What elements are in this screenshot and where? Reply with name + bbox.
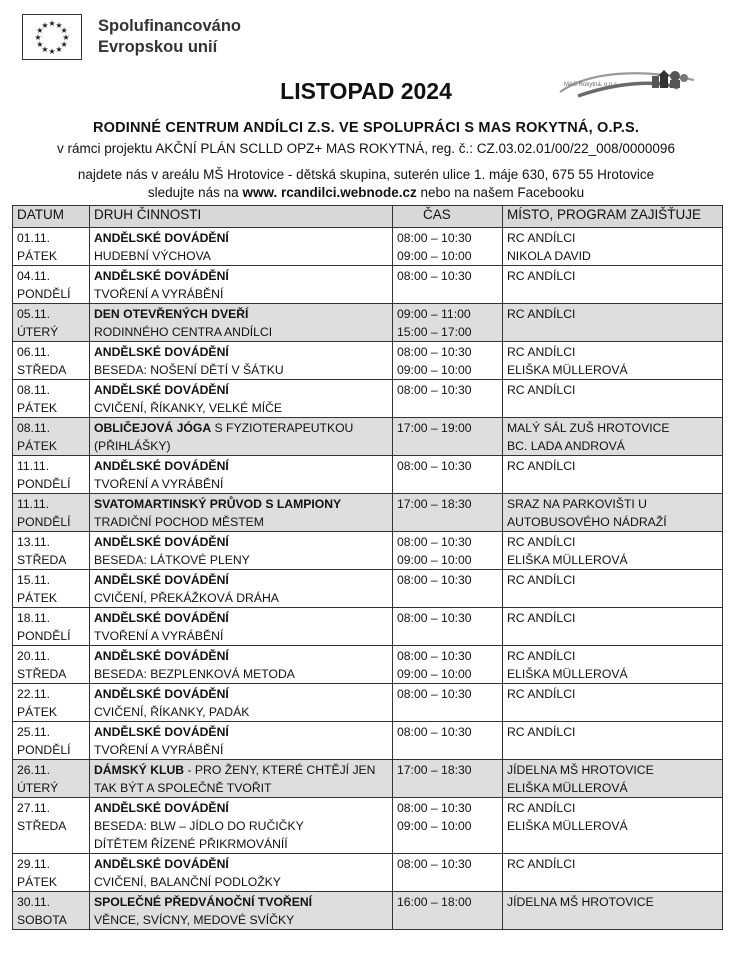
cell-time: 17:00 – 19:00	[393, 418, 503, 456]
activity-title: ANDĚLSKÉ DOVÁDĚNÍ	[94, 459, 229, 473]
cell-date: 20.11. STŘEDA	[13, 646, 90, 684]
cell-activity	[90, 266, 393, 304]
cell-time: 08:00 – 10:30 09:00 – 10:00	[393, 532, 503, 570]
cell-place: RC ANDÍLCI	[503, 570, 723, 608]
activity-title-line	[94, 855, 388, 873]
table-row	[13, 456, 723, 494]
activity-title-line	[94, 419, 388, 437]
activity-title: ANDĚLSKÉ DOVÁDĚNÍ	[94, 269, 229, 283]
cell-time: 08:00 – 10:30	[393, 722, 503, 760]
project-line: v rámci projektu AKČNÍ PLÁN SCLLD OPZ+ MAS ROKYTNÁ, reg. č.: CZ.03.02.01/00/22_008/0000096	[57, 141, 675, 156]
activity-title-line	[94, 381, 388, 399]
cell-time: 17:00 – 18:30	[393, 760, 503, 798]
cell-date: 11.11. PONDĚLÍ	[13, 494, 90, 532]
activity-description: TAK BÝT A SPOLEČNĚ TVOŘIT	[94, 781, 272, 795]
svg-text:★: ★	[41, 45, 49, 55]
cell-place: RC ANDÍLCI	[503, 722, 723, 760]
activity-title-line	[94, 267, 388, 285]
activity-description: BESEDA: BLW – JÍDLO DO RUČIČKY DÍTĚTEM ŘÍZENÉ PŘIKRMOVÁNÍÍ	[94, 819, 304, 851]
cell-place: RC ANDÍLCI ELIŠKA MÜLLEROVÁ	[503, 798, 723, 854]
cell-date: 05.11. ÚTERÝ	[13, 304, 90, 342]
activity-title: ANDĚLSKÉ DOVÁDĚNÍ	[94, 857, 229, 871]
svg-text:★: ★	[60, 26, 68, 35]
svg-text:★: ★	[36, 26, 44, 35]
activity-title-rest: - PRO ŽENY, KTERÉ CHTĚJÍ JEN	[184, 763, 376, 777]
cell-date: 08.11. PÁTEK	[13, 380, 90, 418]
activity-title-line	[94, 457, 388, 475]
activity-title: ANDĚLSKÉ DOVÁDĚNÍ	[94, 611, 229, 625]
activity-title-line	[94, 761, 388, 779]
table-row	[13, 494, 723, 532]
activity-title-line	[94, 533, 388, 551]
svg-text:★: ★	[41, 20, 49, 30]
activity-description: TVOŘENÍ A VYRÁBĚNÍ	[94, 743, 224, 757]
cell-activity	[90, 608, 393, 646]
eu-cofinancing-text	[98, 16, 241, 58]
activity-title-rest: S FYZIOTERAPEUTKOU	[211, 421, 354, 435]
activity-title: OBLIČEJOVÁ JÓGA	[94, 421, 212, 435]
cell-time: 17:00 – 18:30	[393, 494, 503, 532]
cell-time: 16:00 – 18:00	[393, 892, 503, 930]
activity-title: DEN OTEVŘENÝCH DVEŘÍ	[94, 307, 249, 321]
activity-description: VĚNCE, SVÍCNY, MEDOVÉ SVÍČKY	[94, 913, 295, 927]
cell-activity	[90, 854, 393, 892]
cell-activity	[90, 342, 393, 380]
activity-description: CVIČENÍ, ŘÍKANKY, PADÁK	[94, 705, 250, 719]
activity-title: ANDĚLSKÉ DOVÁDĚNÍ	[94, 687, 229, 701]
activity-title: ANDĚLSKÉ DOVÁDĚNÍ	[94, 535, 229, 549]
cell-time: 08:00 – 10:30 09:00 – 10:00	[393, 228, 503, 266]
activity-title: ANDĚLSKÉ DOVÁDĚNÍ	[94, 383, 229, 397]
activity-title: ANDĚLSKÉ DOVÁDĚNÍ	[94, 725, 229, 739]
table-row	[13, 608, 723, 646]
cell-place: MALÝ SÁL ZUŠ HROTOVICE BC. LADA ANDROVÁ	[503, 418, 723, 456]
cell-place: RC ANDÍLCI	[503, 684, 723, 722]
follow-suffix: nebo na našem Facebooku	[416, 185, 585, 200]
cell-time: 08:00 – 10:30 09:00 – 10:00	[393, 342, 503, 380]
cell-activity	[90, 798, 393, 854]
cell-place: JÍDELNA MŠ HROTOVICE ELIŠKA MÜLLEROVÁ	[503, 760, 723, 798]
eu-line-2: Evropskou unií	[98, 38, 218, 56]
schedule-table	[12, 205, 723, 930]
activity-title: SPOLEČNÉ PŘEDVÁNOČNÍ TVOŘENÍ	[94, 895, 313, 909]
activity-title: ANDĚLSKÉ DOVÁDĚNÍ	[94, 649, 229, 663]
activity-title-line	[94, 229, 388, 247]
cell-activity	[90, 532, 393, 570]
mas-logo-label: MAS Rokytná, o.p.s.	[564, 82, 619, 88]
activity-title-line	[94, 609, 388, 627]
svg-text:★: ★	[34, 33, 42, 42]
activity-description: TVOŘENÍ A VYRÁBĚNÍ	[94, 629, 224, 643]
cell-date: 08.11. PÁTEK	[13, 418, 90, 456]
table-row	[13, 304, 723, 342]
activity-description: (PŘIHLÁŠKY)	[94, 439, 171, 453]
cell-time: 08:00 – 10:30	[393, 684, 503, 722]
cell-date: 30.11. SOBOTA	[13, 892, 90, 930]
cell-time: 09:00 – 11:00 15:00 – 17:00	[393, 304, 503, 342]
cell-date: 06.11. STŘEDA	[13, 342, 90, 380]
cell-activity	[90, 494, 393, 532]
cell-time: 08:00 – 10:30 09:00 – 10:00	[393, 646, 503, 684]
svg-text:★: ★	[48, 19, 56, 28]
activity-description: CVIČENÍ, PŘEKÁŽKOVÁ DRÁHA	[94, 591, 279, 605]
cell-activity	[90, 380, 393, 418]
cell-place: RC ANDÍLCI ELIŠKA MÜLLEROVÁ	[503, 532, 723, 570]
activity-description: BESEDA: NOŠENÍ DĚTÍ V ŠÁTKU	[94, 363, 284, 377]
cell-date: 26.11. ÚTERÝ	[13, 760, 90, 798]
activity-title: ANDĚLSKÉ DOVÁDĚNÍ	[94, 573, 229, 587]
cell-date: 11.11. PONDĚLÍ	[13, 456, 90, 494]
table-row	[13, 570, 723, 608]
activity-description: RODINNÉHO CENTRA ANDÍLCI	[94, 325, 273, 339]
cell-activity	[90, 892, 393, 930]
follow-us-line	[0, 185, 732, 200]
cell-time: 08:00 – 10:30	[393, 854, 503, 892]
activity-title-line	[94, 305, 388, 323]
activity-title-line	[94, 571, 388, 589]
svg-text:★: ★	[55, 20, 63, 30]
activity-description: CVIČENÍ, ŘÍKANKY, VELKÉ MÍČE	[94, 401, 283, 415]
address-line: najdete nás v areálu MŠ Hrotovice - dětská skupina, suterén ulice 1. máje 630, 675 55 Hrotovice	[77, 167, 655, 182]
activity-description: TRADIČNÍ POCHOD MĚSTEM	[94, 515, 264, 529]
cell-activity	[90, 228, 393, 266]
activity-description: BESEDA: BEZPLENKOVÁ METODA	[94, 667, 295, 681]
table-row	[13, 266, 723, 304]
cell-date: 29.11. PÁTEK	[13, 854, 90, 892]
table-row	[13, 760, 723, 798]
table-row	[13, 646, 723, 684]
activity-title-line	[94, 723, 388, 741]
cell-place: JÍDELNA MŠ HROTOVICE	[503, 892, 723, 930]
activity-description: BESEDA: LÁTKOVÉ PLENY	[94, 553, 250, 567]
activity-title-line	[94, 647, 388, 665]
cell-time: 08:00 – 10:30	[393, 456, 503, 494]
cell-place: RC ANDÍLCI ELIŠKA MÜLLEROVÁ	[503, 342, 723, 380]
cell-date: 25.11. PONDĚLÍ	[13, 722, 90, 760]
activity-title-line	[94, 893, 388, 911]
follow-prefix: sledujte nás na	[147, 185, 243, 200]
table-row	[13, 532, 723, 570]
cell-activity	[90, 456, 393, 494]
table-row	[13, 418, 723, 456]
eu-cofinancing-block	[22, 14, 241, 60]
eu-line-1: Spolufinancováno	[98, 17, 242, 35]
cell-activity	[90, 684, 393, 722]
cell-place: RC ANDÍLCI ELIŠKA MÜLLEROVÁ	[503, 646, 723, 684]
activity-title: SVATOMARTINSKÝ PRŮVOD S LAMPIONY	[94, 497, 342, 511]
table-row	[13, 854, 723, 892]
table-row	[13, 892, 723, 930]
cell-activity	[90, 418, 393, 456]
activity-description: CVIČENÍ, BALANČNÍ PODLOŽKY	[94, 875, 281, 889]
activity-description: HUDEBNÍ VÝCHOVA	[94, 249, 211, 263]
cell-place: RC ANDÍLCI	[503, 608, 723, 646]
cell-place: RC ANDÍLCI	[503, 854, 723, 892]
activity-title: ANDĚLSKÉ DOVÁDĚNÍ	[94, 801, 229, 815]
cell-time: 08:00 – 10:30	[393, 266, 503, 304]
cell-time: 08:00 – 10:30	[393, 570, 503, 608]
table-row	[13, 684, 723, 722]
activity-title: ANDĚLSKÉ DOVÁDĚNÍ	[94, 345, 229, 359]
website-link[interactable]: www. rcandilci.webnode.cz	[242, 185, 417, 200]
cell-place: SRAZ NA PARKOVIŠTI U AUTOBUSOVÉHO NÁDRAŽÍ	[503, 494, 723, 532]
table-row	[13, 798, 723, 854]
header-activity: DRUH ČINNOSTI	[90, 206, 393, 228]
activity-description: TVOŘENÍ A VYRÁBĚNÍ	[94, 287, 224, 301]
cell-activity	[90, 760, 393, 798]
table-row	[13, 380, 723, 418]
cell-date: 22.11. PÁTEK	[13, 684, 90, 722]
activity-title-line	[94, 343, 388, 361]
cell-date: 04.11. PONDĚLÍ	[13, 266, 90, 304]
header-place: MÍSTO, PROGRAM ZAJIŠŤUJE	[503, 206, 723, 228]
cell-date: 27.11. STŘEDA	[13, 798, 90, 854]
cell-date: 13.11. STŘEDA	[13, 532, 90, 570]
svg-text:★: ★	[55, 45, 63, 55]
cell-activity	[90, 646, 393, 684]
table-header-row	[13, 206, 723, 228]
table-row	[13, 722, 723, 760]
table-row	[13, 228, 723, 266]
svg-text:★: ★	[60, 40, 68, 49]
cell-date: 15.11. PÁTEK	[13, 570, 90, 608]
svg-text:★: ★	[62, 33, 70, 42]
table-row	[13, 342, 723, 380]
cell-place: RC ANDÍLCI	[503, 380, 723, 418]
activity-title-line	[94, 685, 388, 703]
cell-time: 08:00 – 10:30	[393, 380, 503, 418]
cell-activity	[90, 722, 393, 760]
page-title: LISTOPAD 2024	[280, 78, 452, 104]
cell-place: RC ANDÍLCI	[503, 266, 723, 304]
cell-place: RC ANDÍLCI	[503, 456, 723, 494]
svg-text:★: ★	[48, 47, 56, 56]
cell-activity	[90, 570, 393, 608]
svg-text:★: ★	[36, 40, 44, 49]
cell-time: 08:00 – 10:30 09:00 – 10:00	[393, 798, 503, 854]
eu-flag-icon	[22, 14, 82, 60]
organizer-line: RODINNÉ CENTRUM ANDÍLCI Z.S. VE SPOLUPRÁCI S MAS ROKYTNÁ, O.P.S.	[92, 120, 640, 136]
header-date: DATUM	[13, 206, 90, 228]
cell-date: 18.11. PONDĚLÍ	[13, 608, 90, 646]
activity-title-line	[94, 799, 388, 817]
cell-time: 08:00 – 10:30	[393, 608, 503, 646]
header-time: ČAS	[393, 206, 503, 228]
cell-activity	[90, 304, 393, 342]
cell-date: 01.11. PÁTEK	[13, 228, 90, 266]
activity-description: TVOŘENÍ A VYRÁBĚNÍ	[94, 477, 224, 491]
cell-place: RC ANDÍLCI	[503, 304, 723, 342]
activity-title: DÁMSKÝ KLUB	[94, 763, 185, 777]
activity-title: ANDĚLSKÉ DOVÁDĚNÍ	[94, 231, 229, 245]
activity-title-line	[94, 495, 388, 513]
cell-place: RC ANDÍLCI NIKOLA DAVID	[503, 228, 723, 266]
